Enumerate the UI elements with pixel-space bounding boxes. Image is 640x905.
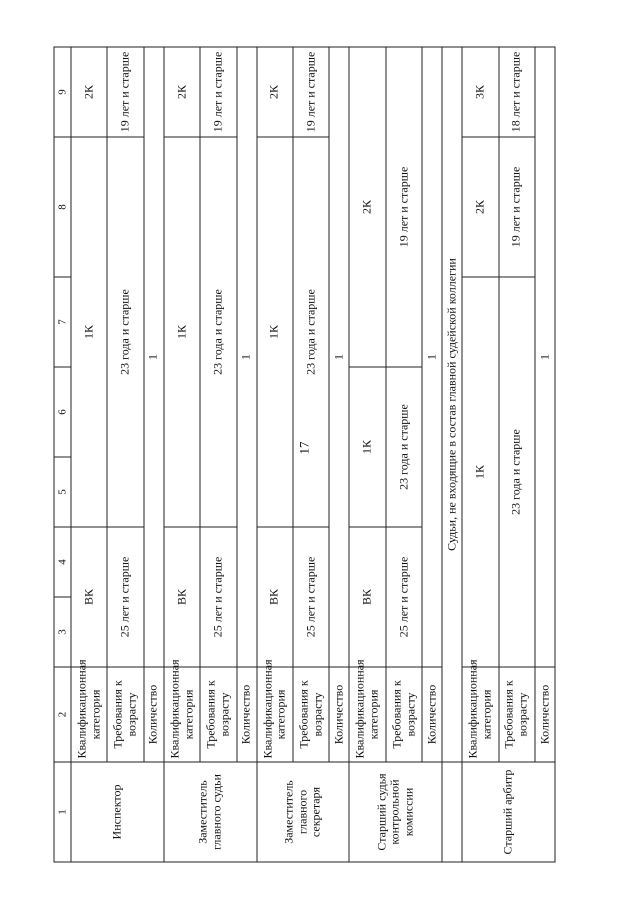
age-value: 23 года и старше <box>386 367 422 527</box>
table-row <box>349 47 385 862</box>
col-header: 6 <box>54 367 71 457</box>
age-label: Требования к возрасту <box>499 667 535 762</box>
count-value: 1 <box>237 47 257 667</box>
count-label: Количество <box>535 667 555 762</box>
count-label: Количество <box>329 667 349 762</box>
table-row <box>144 47 164 862</box>
table-row <box>293 47 329 862</box>
count-label: Количество <box>422 667 442 762</box>
qual-value: 2К <box>349 47 385 367</box>
col-header: 9 <box>54 47 71 137</box>
qual-value: 1К <box>349 367 385 527</box>
age-value: 25 лет и старше <box>200 527 236 667</box>
count-value: 1 <box>144 47 164 667</box>
age-label: Требования к возрасту <box>386 667 422 762</box>
qual-label: Квалификационная категория <box>462 667 498 762</box>
qual-value: ВК <box>164 527 200 667</box>
qual-label: Квалификационная категория <box>349 667 385 762</box>
header-row <box>54 47 71 862</box>
qual-value: 1К <box>71 137 107 527</box>
qual-value: 2К <box>164 47 200 137</box>
qual-value: ВК <box>257 527 293 667</box>
table-row <box>164 47 200 862</box>
table-row <box>422 47 442 862</box>
age-value: 19 лет и старше <box>107 47 143 137</box>
table-row <box>257 47 293 862</box>
table-row <box>107 47 143 862</box>
table-row <box>329 47 349 862</box>
qual-value: ВК <box>349 527 385 667</box>
requirements-table <box>54 47 556 863</box>
count-label: Количество <box>144 667 164 762</box>
page-number: 17 <box>296 441 312 455</box>
age-label: Требования к возрасту <box>200 667 236 762</box>
rotated-table-container <box>54 48 556 863</box>
section-title: Судьи, не входящие в состав главной судейской коллегии <box>442 47 462 762</box>
table-row <box>71 47 107 862</box>
table-row <box>386 47 422 862</box>
age-value: 23 года и старше <box>499 277 535 667</box>
position-cell: Заместитель главного судьи <box>164 762 257 862</box>
qual-value: 3К <box>462 47 498 137</box>
qual-label: Квалификационная категория <box>71 667 107 762</box>
qual-value: 2К <box>257 47 293 137</box>
age-value: 18 лет и старше <box>499 47 535 137</box>
count-value: 1 <box>329 47 349 667</box>
qual-value: 1К <box>164 137 200 527</box>
age-value: 23 года и старше <box>200 137 236 527</box>
age-value: 19 лет и старше <box>499 137 535 277</box>
age-label: Требования к возрасту <box>107 667 143 762</box>
age-value: 19 лет и старше <box>200 47 236 137</box>
table-row <box>535 47 555 862</box>
section-row <box>442 47 462 862</box>
col-header: 2 <box>54 667 71 762</box>
col-header: 8 <box>54 137 71 277</box>
qual-label: Квалификационная категория <box>164 667 200 762</box>
count-label: Количество <box>237 667 257 762</box>
table-row <box>499 47 535 862</box>
position-cell: Старший арбитр <box>462 762 555 862</box>
age-value: 25 лет и старше <box>107 527 143 667</box>
col-header: 4 <box>54 527 71 597</box>
count-value: 1 <box>535 47 555 667</box>
age-value: 19 лет и старше <box>293 47 329 137</box>
age-value: 19 лет и старше <box>386 47 422 367</box>
col-header: 3 <box>54 597 71 667</box>
table-row <box>462 47 498 862</box>
qual-value: 1К <box>257 137 293 527</box>
position-cell: Старший судья контрольной комиссии <box>349 762 442 862</box>
age-label: Требования к возрасту <box>293 667 329 762</box>
position-cell: Заместитель главного секретаря <box>257 762 350 862</box>
age-value: 25 лет и старше <box>386 527 422 667</box>
table-row <box>200 47 236 862</box>
qual-value: 2К <box>71 47 107 137</box>
qual-value: ВК <box>71 527 107 667</box>
table-row <box>237 47 257 862</box>
col-header: 5 <box>54 457 71 527</box>
age-value: 25 лет и старше <box>293 527 329 667</box>
count-value: 1 <box>422 47 442 667</box>
qual-label: Квалификационная категория <box>257 667 293 762</box>
document-frame <box>53 48 555 863</box>
qual-value: 1К <box>462 277 498 667</box>
blank-cell <box>442 762 462 862</box>
qual-value: 2К <box>462 137 498 277</box>
col-header: 1 <box>54 762 71 862</box>
col-header: 7 <box>54 277 71 367</box>
position-cell: Инспектор <box>71 762 164 862</box>
age-value: 23 года и старше <box>107 137 143 527</box>
age-value: 23 года и старше <box>293 137 329 527</box>
